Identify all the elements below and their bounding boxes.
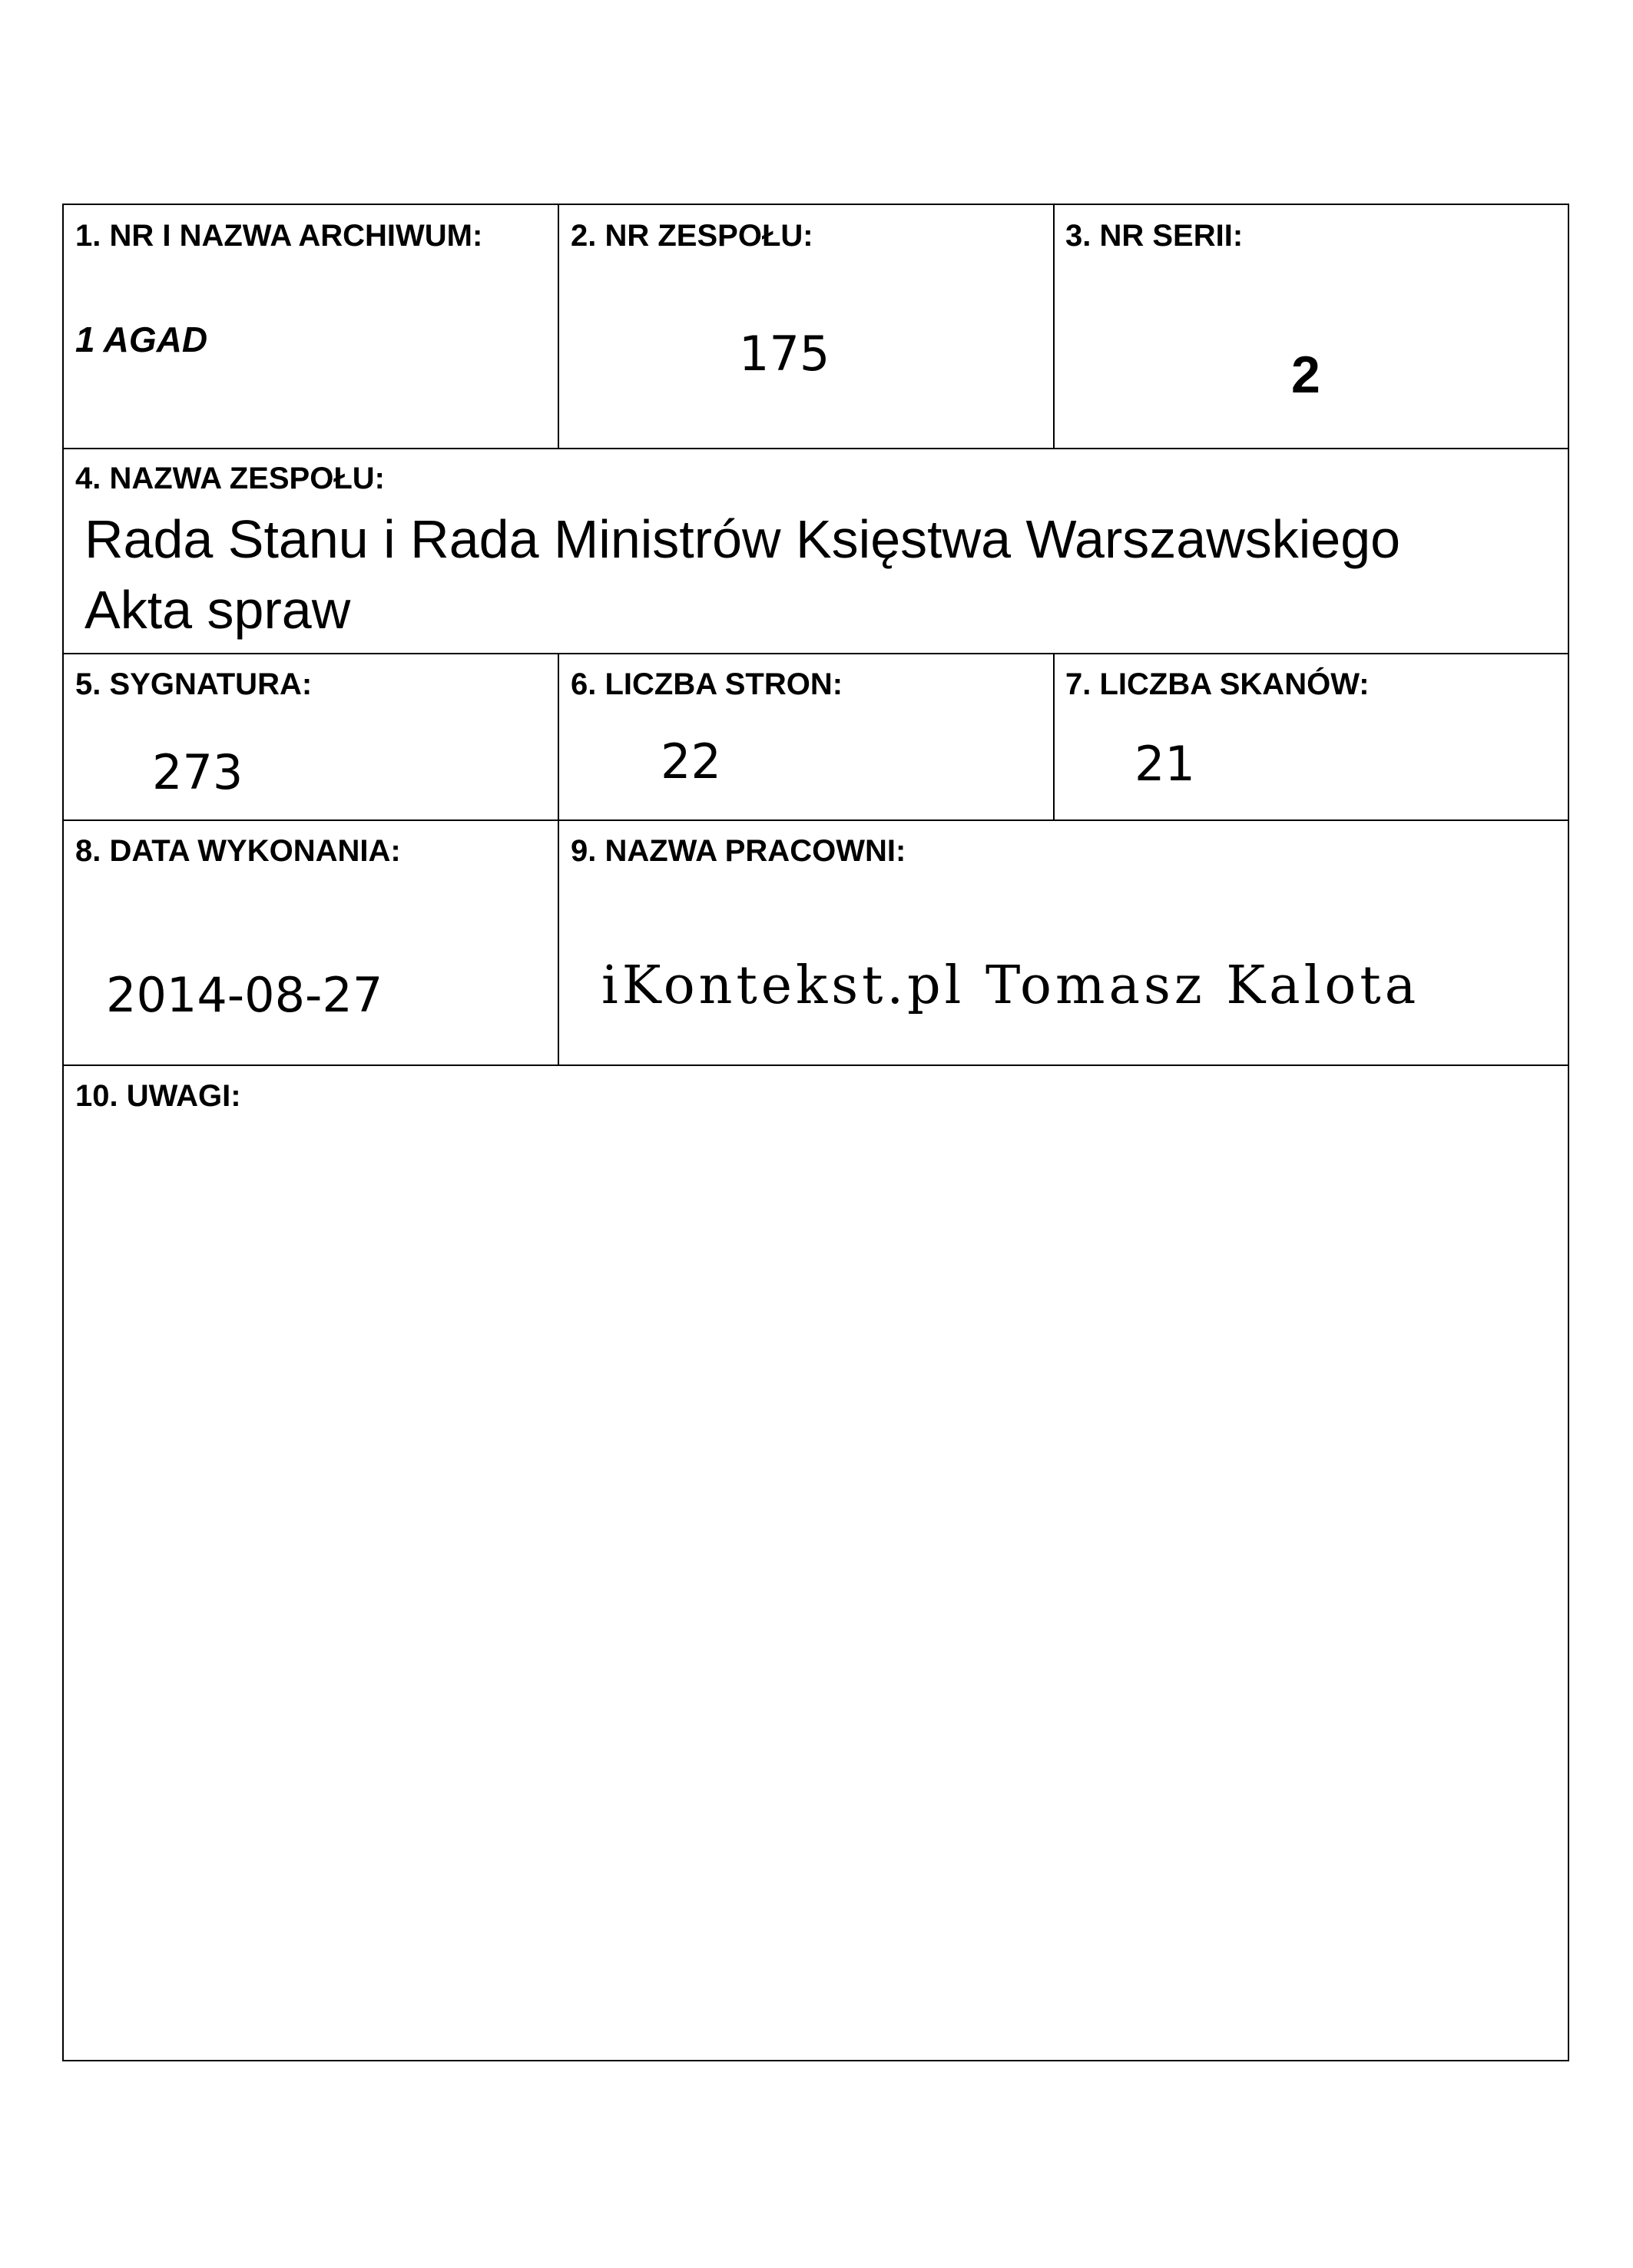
row-divider — [64, 819, 1568, 821]
scans-count-value: 21 — [1134, 736, 1195, 792]
remarks-area — [64, 1127, 1568, 2056]
column-divider — [1053, 653, 1055, 819]
fonds-number-value: 175 — [739, 326, 830, 382]
fonds-number-label: 2. NR ZESPOŁU: — [571, 219, 813, 253]
series-number-value: 2 — [1291, 346, 1320, 404]
row-divider — [64, 653, 1568, 654]
pages-count-value: 22 — [661, 733, 721, 790]
fonds-name-line1: Rada Stanu i Rada Ministrów Księstwa Warszawskiego — [84, 509, 1401, 569]
archive-value: 1 AGAD — [75, 320, 208, 359]
row-divider — [64, 448, 1568, 449]
column-divider — [1053, 205, 1055, 448]
column-divider — [558, 205, 559, 448]
execution-date-value: 2014-08-27 — [106, 967, 383, 1023]
archive-label: 1. NR I NAZWA ARCHIWUM: — [75, 219, 483, 253]
signature-label: 5. SYGNATURA: — [75, 667, 313, 701]
studio-name-value: iKontekst.pl Tomasz Kalota — [601, 955, 1420, 1016]
studio-name-label: 9. NAZWA PRACOWNI: — [571, 834, 906, 868]
remarks-label: 10. UWAGI: — [75, 1079, 241, 1113]
fonds-name-line2: Akta spraw — [84, 580, 351, 640]
fonds-name-label: 4. NAZWA ZESPOŁU: — [75, 462, 385, 495]
column-divider — [558, 819, 559, 1064]
row-divider — [64, 1064, 1568, 1066]
signature-value: 273 — [152, 744, 243, 800]
scans-count-label: 7. LICZBA SKANÓW: — [1065, 667, 1370, 701]
pages-count-label: 6. LICZBA STRON: — [571, 667, 843, 701]
archive-metadata-form — [62, 204, 1569, 2061]
execution-date-label: 8. DATA WYKONANIA: — [75, 834, 401, 868]
series-number-label: 3. NR SERII: — [1065, 219, 1244, 253]
column-divider — [558, 653, 559, 819]
